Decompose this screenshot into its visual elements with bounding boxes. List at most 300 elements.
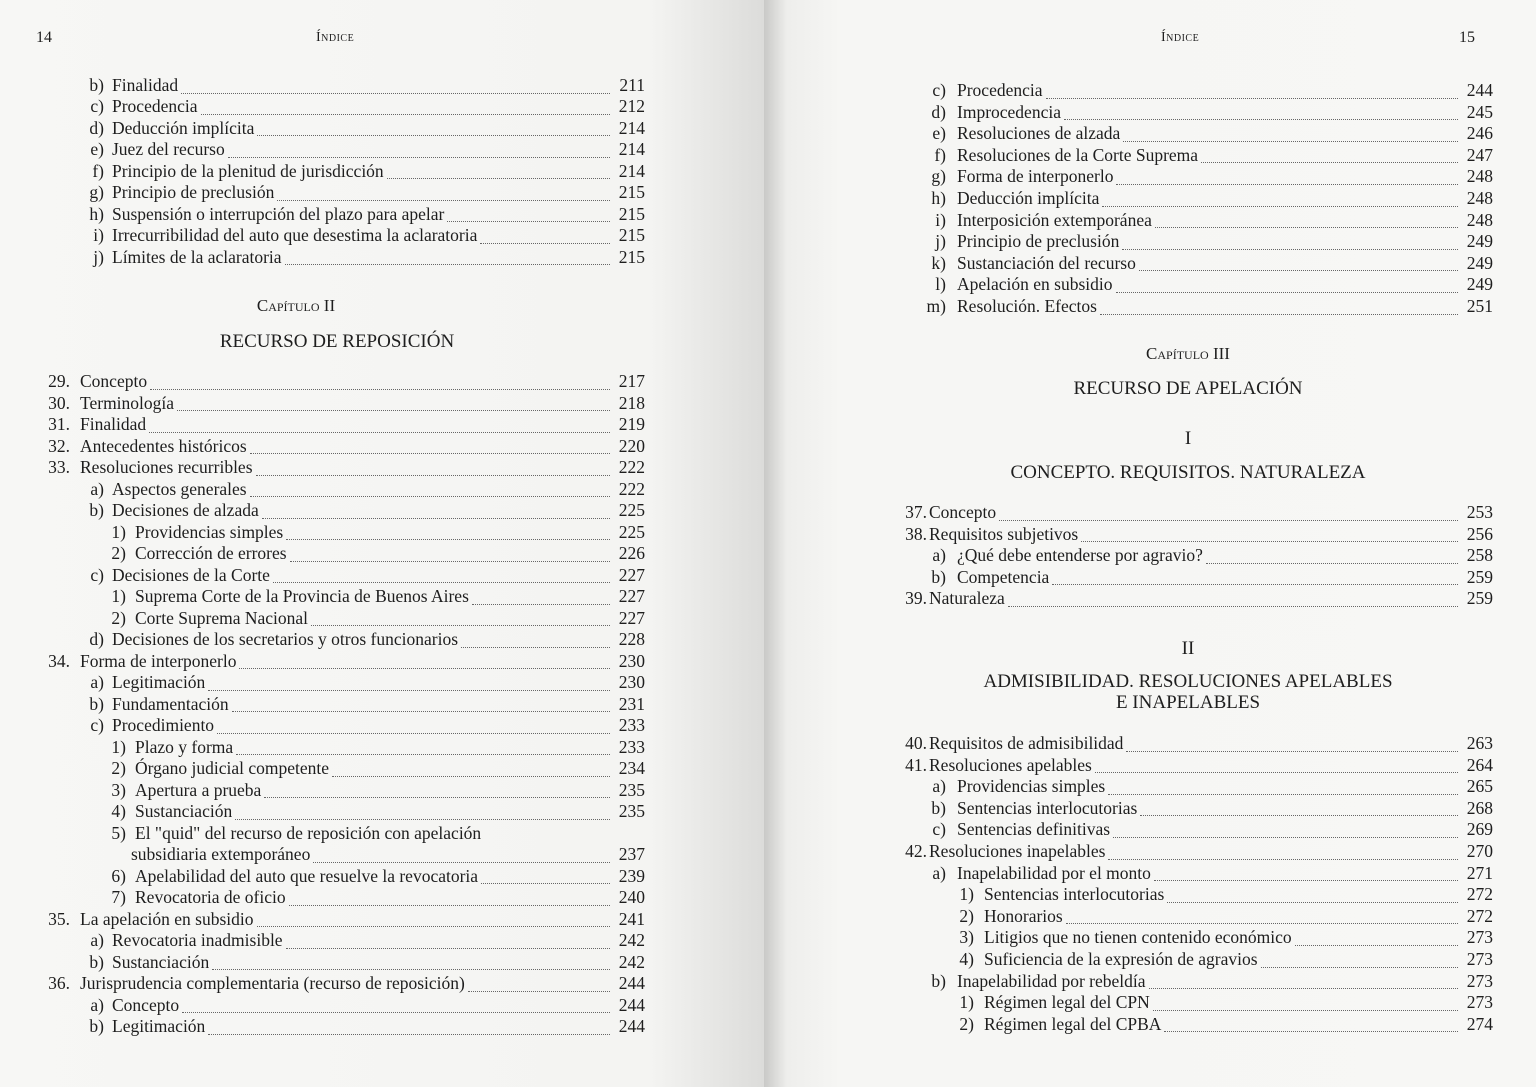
toc-entry-label: Legitimación bbox=[112, 1016, 206, 1036]
dot-leader bbox=[1113, 823, 1458, 838]
toc-entry-number: b) bbox=[931, 797, 946, 818]
toc-entry-number: 1) bbox=[111, 736, 126, 757]
toc-entry-number: i) bbox=[935, 209, 946, 230]
toc-entry-number: d) bbox=[89, 117, 104, 138]
running-head: Índice bbox=[316, 30, 355, 45]
toc-entry bbox=[906, 210, 1493, 232]
toc-entry-page: 227 bbox=[618, 586, 645, 606]
toc-entry-number: l) bbox=[935, 274, 946, 295]
toc-entry-number: h) bbox=[931, 188, 946, 208]
toc-entry-label: Corrección de errores bbox=[135, 543, 287, 563]
dot-leader bbox=[1108, 780, 1458, 795]
toc-entry-label: Resoluciones de alzada bbox=[957, 123, 1121, 144]
dot-leader bbox=[461, 633, 610, 648]
dot-leader bbox=[177, 396, 610, 411]
dot-leader bbox=[235, 805, 610, 820]
toc-entry-number: b) bbox=[89, 75, 104, 95]
toc-entry-page: 273 bbox=[1466, 970, 1493, 991]
toc-entry-label: Resoluciones recurribles bbox=[80, 457, 253, 477]
toc-entry-number: 42. bbox=[905, 841, 927, 861]
toc-entry-page: 273 bbox=[1466, 927, 1493, 948]
toc-entry-label: Finalidad bbox=[112, 75, 179, 95]
toc-entry-number: 3) bbox=[959, 927, 974, 948]
dot-leader bbox=[1064, 105, 1458, 120]
toc-entry-label: Sentencias interlocutorias bbox=[984, 884, 1165, 905]
toc-entry-label: Interposición extemporánea bbox=[957, 209, 1152, 230]
toc-entry-number: d) bbox=[931, 101, 946, 122]
toc-entry-label: Antecedentes históricos bbox=[80, 435, 247, 456]
dot-leader bbox=[290, 547, 610, 562]
toc-entry-number: 35. bbox=[48, 908, 70, 929]
toc-entry-number: 30. bbox=[48, 392, 70, 413]
toc-entry bbox=[887, 524, 1493, 546]
toc-entry bbox=[887, 755, 1493, 777]
toc-entry bbox=[64, 995, 645, 1017]
toc-entry-page: 249 bbox=[1466, 252, 1493, 273]
toc-entry-label: Resoluciones de la Corte Suprema bbox=[957, 144, 1199, 165]
page-number: 15 bbox=[1459, 29, 1475, 46]
toc-entry-label: Revocatoria inadmisible bbox=[112, 930, 283, 950]
dot-leader bbox=[1081, 527, 1458, 542]
toc-entry bbox=[64, 629, 645, 651]
toc-entry bbox=[64, 952, 645, 974]
toc-entry-page: 230 bbox=[618, 650, 645, 671]
toc-entry-number: a) bbox=[932, 776, 946, 797]
toc-entry-label: Juez del recurso bbox=[112, 139, 225, 160]
toc-entry bbox=[64, 118, 645, 140]
toc-entry bbox=[64, 96, 645, 118]
toc-entry bbox=[30, 651, 645, 673]
toc-entry-page: 247 bbox=[1466, 144, 1493, 165]
toc-entry-label: Forma de interponerlo bbox=[80, 650, 237, 671]
toc-entry-page: 265 bbox=[1466, 776, 1493, 797]
toc-entry-label: Irrecurribilidad del auto que desestima la aclaratoria bbox=[112, 225, 478, 246]
toc-entry-page: 244 bbox=[618, 1016, 645, 1036]
toc-entry-page: 259 bbox=[1466, 588, 1493, 609]
toc-entry-number: 39. bbox=[905, 588, 927, 609]
toc-entry-number: 1) bbox=[111, 586, 126, 606]
toc-entry-page: 248 bbox=[1466, 166, 1493, 187]
toc-entry-number: 2) bbox=[111, 607, 126, 628]
toc-entry-label: Apelabilidad del auto que resuelve la revocatoria bbox=[135, 865, 479, 886]
left-page bbox=[0, 0, 764, 1087]
dot-leader bbox=[182, 998, 610, 1013]
toc-entry-label: Deducción implícita bbox=[112, 117, 255, 138]
toc-entry-label: Decisiones de la Corte bbox=[112, 564, 270, 585]
toc-entry-label: Finalidad bbox=[80, 414, 147, 434]
toc-entry-label: Procedimiento bbox=[112, 715, 215, 735]
toc-entry-page: 233 bbox=[618, 736, 645, 757]
dot-leader bbox=[1126, 737, 1458, 752]
toc-entry bbox=[86, 608, 645, 630]
toc-entry bbox=[64, 565, 645, 587]
dot-leader bbox=[256, 461, 610, 476]
toc-entry bbox=[934, 884, 1493, 906]
toc-entry-number: c) bbox=[90, 96, 104, 117]
dot-leader bbox=[1261, 953, 1458, 968]
table-of-contents-right bbox=[764, 0, 1536, 1087]
dot-leader bbox=[277, 186, 610, 201]
toc-entry-page: 231 bbox=[618, 693, 645, 714]
dot-leader bbox=[239, 654, 610, 669]
toc-entry-page: 217 bbox=[618, 371, 645, 391]
dot-leader bbox=[257, 121, 610, 136]
toc-entry-page: 263 bbox=[1466, 733, 1493, 753]
section-title: CONCEPTO. REQUISITOS. NATURALEZA bbox=[1010, 462, 1366, 483]
toc-entry bbox=[64, 500, 645, 522]
dot-leader bbox=[1155, 213, 1458, 228]
toc-entry-page: 233 bbox=[618, 715, 645, 735]
toc-entry-label: Resoluciones inapelables bbox=[929, 841, 1106, 861]
dot-leader bbox=[1295, 931, 1458, 946]
toc-entry-number: b) bbox=[931, 566, 946, 587]
toc-entry-number: a) bbox=[90, 672, 104, 692]
toc-entry-label: Suspensión o interrupción del plazo para apelar bbox=[112, 203, 445, 224]
toc-entry bbox=[64, 182, 645, 204]
dot-leader bbox=[1153, 996, 1458, 1011]
toc-entry-number: 3) bbox=[111, 779, 126, 800]
toc-entry bbox=[906, 776, 1493, 798]
toc-entry bbox=[64, 75, 645, 97]
toc-entry-label: Decisiones de los secretarios y otros funcionarios bbox=[112, 629, 459, 649]
toc-entry-label: Órgano judicial competente bbox=[135, 758, 330, 778]
toc-entry bbox=[64, 930, 645, 952]
toc-entry-page: 225 bbox=[618, 521, 645, 542]
toc-entry-label: Deducción implícita bbox=[957, 188, 1100, 208]
toc-entry-number: k) bbox=[931, 252, 946, 273]
toc-entry bbox=[64, 139, 645, 161]
dot-leader bbox=[1100, 300, 1458, 315]
dot-leader bbox=[208, 1020, 610, 1035]
toc-entry bbox=[906, 145, 1493, 167]
dot-leader bbox=[1108, 845, 1458, 860]
toc-entry bbox=[934, 992, 1493, 1014]
toc-entry-number: 36. bbox=[48, 973, 70, 993]
toc-entry-label: Naturaleza bbox=[929, 588, 1005, 609]
chapter-title: RECURSO DE REPOSICIÓN bbox=[219, 331, 455, 352]
toc-entry bbox=[887, 502, 1493, 524]
page-number: 14 bbox=[36, 29, 52, 46]
toc-entry-number: c) bbox=[90, 564, 104, 585]
toc-entry-number: a) bbox=[90, 930, 104, 950]
toc-entry-number: 37. bbox=[905, 502, 927, 522]
toc-entry bbox=[906, 567, 1493, 589]
dot-leader bbox=[1139, 256, 1458, 271]
toc-entry-page: 273 bbox=[1466, 992, 1493, 1013]
toc-entry bbox=[906, 123, 1493, 145]
toc-entry-page: 227 bbox=[618, 564, 645, 585]
toc-entry-label: Forma de interponerlo bbox=[957, 166, 1114, 187]
toc-entry-page: 274 bbox=[1466, 1013, 1493, 1034]
toc-entry bbox=[30, 457, 645, 479]
toc-entry-number: 31. bbox=[48, 414, 70, 434]
toc-entry bbox=[86, 844, 645, 866]
toc-entry-page: 246 bbox=[1466, 123, 1493, 144]
toc-entry-page: 271 bbox=[1466, 862, 1493, 883]
toc-entry-number: 2) bbox=[959, 1013, 974, 1034]
toc-entry-number: a) bbox=[90, 478, 104, 499]
dot-leader bbox=[387, 164, 610, 179]
toc-entry bbox=[887, 588, 1493, 610]
toc-entry-label: Suprema Corte de la Provincia de Buenos Aires bbox=[135, 586, 469, 606]
toc-entry-label: Providencias simples bbox=[957, 776, 1106, 797]
dot-leader bbox=[1052, 570, 1458, 585]
toc-entry bbox=[906, 188, 1493, 210]
toc-entry-number: c) bbox=[932, 80, 946, 100]
toc-entry-page: 242 bbox=[618, 951, 645, 972]
section-title: ADMISIBILIDAD. RESOLUCIONES APELABLES bbox=[983, 671, 1393, 692]
toc-entry-page: 218 bbox=[618, 392, 645, 413]
toc-entry-page: 241 bbox=[618, 908, 645, 929]
toc-entry bbox=[30, 414, 645, 436]
toc-entry-page: 239 bbox=[618, 865, 645, 886]
toc-entry bbox=[30, 909, 645, 931]
toc-entry bbox=[906, 231, 1493, 253]
toc-entry-label: Principio de preclusión bbox=[957, 231, 1120, 252]
dot-leader bbox=[149, 418, 610, 433]
toc-entry bbox=[86, 543, 645, 565]
toc-entry-page: 235 bbox=[618, 779, 645, 800]
toc-entry-number: j) bbox=[935, 231, 946, 252]
toc-entry-page: 245 bbox=[1466, 101, 1493, 122]
toc-entry bbox=[86, 737, 645, 759]
toc-entry-page: 244 bbox=[618, 973, 645, 993]
toc-entry-page: 211 bbox=[619, 75, 645, 95]
toc-entry-label: Fundamentación bbox=[112, 693, 229, 714]
toc-entry bbox=[906, 166, 1493, 188]
toc-entry-number: 4) bbox=[959, 949, 974, 969]
toc-entry-page: 269 bbox=[1466, 819, 1493, 840]
dot-leader bbox=[484, 827, 610, 841]
dot-leader bbox=[286, 934, 610, 949]
toc-entry-page: 242 bbox=[618, 930, 645, 950]
toc-entry-label: Legitimación bbox=[112, 672, 206, 692]
toc-entry bbox=[86, 586, 645, 608]
toc-entry-page: 264 bbox=[1466, 754, 1493, 775]
dot-leader bbox=[1123, 127, 1458, 142]
toc-entry bbox=[887, 841, 1493, 863]
toc-entry-label: Requisitos subjetivos bbox=[929, 523, 1079, 544]
toc-entry-page: 253 bbox=[1466, 502, 1493, 522]
toc-entry-page: 244 bbox=[618, 994, 645, 1015]
toc-entry-label: Procedencia bbox=[112, 96, 198, 117]
dot-leader bbox=[150, 375, 610, 390]
toc-entry-number: i) bbox=[93, 225, 104, 246]
toc-entry bbox=[906, 798, 1493, 820]
toc-entry-number: 29. bbox=[48, 371, 70, 391]
toc-entry-label: Principio de preclusión bbox=[112, 182, 275, 203]
toc-entry-number: 2) bbox=[111, 758, 126, 778]
toc-entry-label: Sustanciación del recurso bbox=[957, 252, 1136, 273]
chapter-label: Capítulo III bbox=[1146, 344, 1230, 363]
toc-entry bbox=[934, 906, 1493, 928]
toc-entry-page: 273 bbox=[1466, 949, 1493, 969]
toc-entry-label: Concepto bbox=[929, 502, 997, 522]
toc-entry-page: 214 bbox=[618, 139, 645, 160]
toc-entry-label: Régimen legal del CPBA bbox=[984, 1013, 1162, 1034]
toc-entry bbox=[86, 522, 645, 544]
toc-entry-label: Inapelabilidad por el monto bbox=[957, 862, 1151, 883]
dot-leader bbox=[257, 912, 611, 927]
toc-entry bbox=[64, 672, 645, 694]
toc-entry-page: 235 bbox=[618, 801, 645, 821]
toc-entry-page: 249 bbox=[1466, 231, 1493, 252]
toc-entry bbox=[906, 253, 1493, 275]
toc-entry-page: 272 bbox=[1466, 905, 1493, 926]
toc-entry-label: Régimen legal del CPN bbox=[984, 992, 1150, 1013]
toc-entry-number: g) bbox=[89, 182, 104, 203]
dot-leader bbox=[1116, 278, 1458, 293]
toc-entry bbox=[906, 80, 1493, 102]
dot-leader bbox=[289, 891, 610, 906]
dot-leader bbox=[212, 955, 610, 970]
toc-entry-page: 259 bbox=[1466, 566, 1493, 587]
toc-entry-page: 215 bbox=[618, 203, 645, 224]
toc-entry-label: Litigios que no tienen contenido económico bbox=[984, 927, 1292, 948]
toc-entry-number: g) bbox=[931, 166, 946, 187]
toc-entry-page: 234 bbox=[618, 758, 645, 778]
chapter-title: RECURSO DE APELACIÓN bbox=[1073, 378, 1303, 399]
toc-entry-number: m) bbox=[926, 296, 946, 316]
toc-entry-page: 256 bbox=[1466, 523, 1493, 544]
toc-entry-page: 240 bbox=[618, 887, 645, 907]
right-page bbox=[764, 0, 1536, 1087]
toc-entry-label: Corte Suprema Nacional bbox=[135, 607, 309, 628]
toc-entry-label: Aspectos generales bbox=[112, 478, 247, 499]
toc-entry-page: 251 bbox=[1466, 296, 1493, 316]
toc-entry-page: 248 bbox=[1466, 188, 1493, 208]
toc-entry-page: 222 bbox=[618, 457, 645, 477]
toc-entry-label: Límites de la aclaratoria bbox=[112, 246, 282, 267]
toc-entry-label: Inapelabilidad por rebeldía bbox=[957, 970, 1146, 991]
toc-entry-label: Competencia bbox=[957, 566, 1050, 587]
toc-entry-label: Concepto bbox=[80, 371, 148, 391]
toc-entry-label: Sentencias interlocutorias bbox=[957, 797, 1138, 818]
toc-entry-number: 1) bbox=[959, 992, 974, 1013]
toc-entry-label: Decisiones de alzada bbox=[112, 500, 259, 520]
toc-entry bbox=[906, 819, 1493, 841]
toc-entry-page: 249 bbox=[1466, 274, 1493, 295]
dot-leader bbox=[447, 207, 610, 222]
toc-entry-label: Apertura a prueba bbox=[135, 779, 262, 800]
toc-entry-number: 7) bbox=[111, 887, 126, 907]
toc-entry-page: 220 bbox=[618, 435, 645, 456]
toc-entry-number: 38. bbox=[905, 523, 927, 544]
toc-entry bbox=[934, 1014, 1493, 1036]
dot-leader bbox=[1102, 192, 1458, 207]
toc-entry-number: a) bbox=[932, 862, 946, 883]
section-numeral: I bbox=[1184, 428, 1192, 449]
toc-entry bbox=[30, 973, 645, 995]
toc-entry-number: 33. bbox=[48, 457, 70, 477]
toc-entry-page: 226 bbox=[618, 543, 645, 563]
dot-leader bbox=[1066, 909, 1458, 924]
chapter-label: Capítulo II bbox=[256, 296, 336, 315]
toc-entry-number: f) bbox=[92, 160, 104, 181]
dot-leader bbox=[481, 869, 610, 884]
toc-entry-number: c) bbox=[932, 819, 946, 840]
toc-entry bbox=[86, 887, 645, 909]
toc-entry-number: e) bbox=[90, 139, 104, 160]
toc-entry-page: 219 bbox=[618, 414, 645, 434]
toc-entry bbox=[64, 479, 645, 501]
dot-leader bbox=[228, 143, 610, 158]
toc-entry-number: e) bbox=[932, 123, 946, 144]
toc-entry bbox=[86, 866, 645, 888]
toc-entry-number: d) bbox=[89, 629, 104, 649]
toc-entry-number: 40. bbox=[905, 733, 927, 753]
toc-entry-page: 215 bbox=[618, 246, 645, 267]
toc-entry-number: f) bbox=[934, 144, 946, 165]
toc-entry bbox=[64, 225, 645, 247]
dot-leader bbox=[264, 783, 610, 798]
dot-leader bbox=[1008, 592, 1458, 607]
section-title: E INAPELABLES bbox=[1115, 692, 1261, 713]
toc-entry-label: Terminología bbox=[80, 392, 175, 413]
toc-entry bbox=[86, 758, 645, 780]
toc-entry bbox=[64, 1016, 645, 1038]
dot-leader bbox=[1164, 1017, 1458, 1032]
toc-entry bbox=[64, 161, 645, 183]
toc-entry-label: Honorarios bbox=[984, 905, 1063, 926]
toc-entry bbox=[906, 971, 1493, 993]
dot-leader bbox=[181, 79, 610, 94]
toc-entry-number: 1) bbox=[111, 521, 126, 542]
dot-leader bbox=[217, 719, 610, 734]
toc-entry bbox=[30, 371, 645, 393]
toc-entry-number: j) bbox=[93, 246, 104, 267]
toc-entry-number: b) bbox=[89, 500, 104, 520]
toc-entry bbox=[906, 102, 1493, 124]
table-of-contents-left bbox=[0, 0, 764, 1087]
toc-entry bbox=[906, 545, 1493, 567]
toc-entry bbox=[64, 715, 645, 737]
toc-entry-page: 225 bbox=[618, 500, 645, 520]
dot-leader bbox=[285, 250, 610, 265]
toc-entry-page: 268 bbox=[1466, 797, 1493, 818]
dot-leader bbox=[273, 568, 610, 583]
toc-entry-number: 1) bbox=[959, 884, 974, 905]
toc-entry-page: 215 bbox=[618, 225, 645, 246]
dot-leader bbox=[208, 676, 610, 691]
toc-entry-label: Resolución. Efectos bbox=[957, 296, 1097, 316]
toc-entry-page: 237 bbox=[618, 844, 645, 864]
toc-entry-label: Providencias simples bbox=[135, 521, 284, 542]
toc-entry-number: 6) bbox=[111, 865, 126, 886]
toc-entry-label: Sustanciación bbox=[112, 951, 210, 972]
toc-entry bbox=[64, 247, 645, 269]
toc-entry-page: 222 bbox=[618, 478, 645, 499]
toc-entry bbox=[906, 863, 1493, 885]
toc-entry-page: 230 bbox=[618, 672, 645, 692]
dot-leader bbox=[1140, 801, 1458, 816]
toc-entry-label: Principio de la plenitud de jurisdicción bbox=[112, 160, 384, 181]
toc-entry-label: Plazo y forma bbox=[135, 736, 234, 757]
toc-entry-page: 214 bbox=[618, 117, 645, 138]
toc-entry-page: 272 bbox=[1466, 884, 1493, 905]
toc-entry-label: Revocatoria de oficio bbox=[135, 887, 286, 907]
toc-entry-label: subsidiaria extemporáneo bbox=[131, 844, 311, 864]
toc-entry-label: La apelación en subsidio bbox=[80, 908, 254, 929]
dot-leader bbox=[332, 762, 610, 777]
dot-leader bbox=[1122, 235, 1458, 250]
dot-leader bbox=[1149, 974, 1458, 989]
toc-entry bbox=[30, 436, 645, 458]
toc-entry bbox=[64, 694, 645, 716]
toc-entry bbox=[86, 801, 645, 823]
dot-leader bbox=[236, 740, 610, 755]
toc-entry bbox=[934, 949, 1493, 971]
